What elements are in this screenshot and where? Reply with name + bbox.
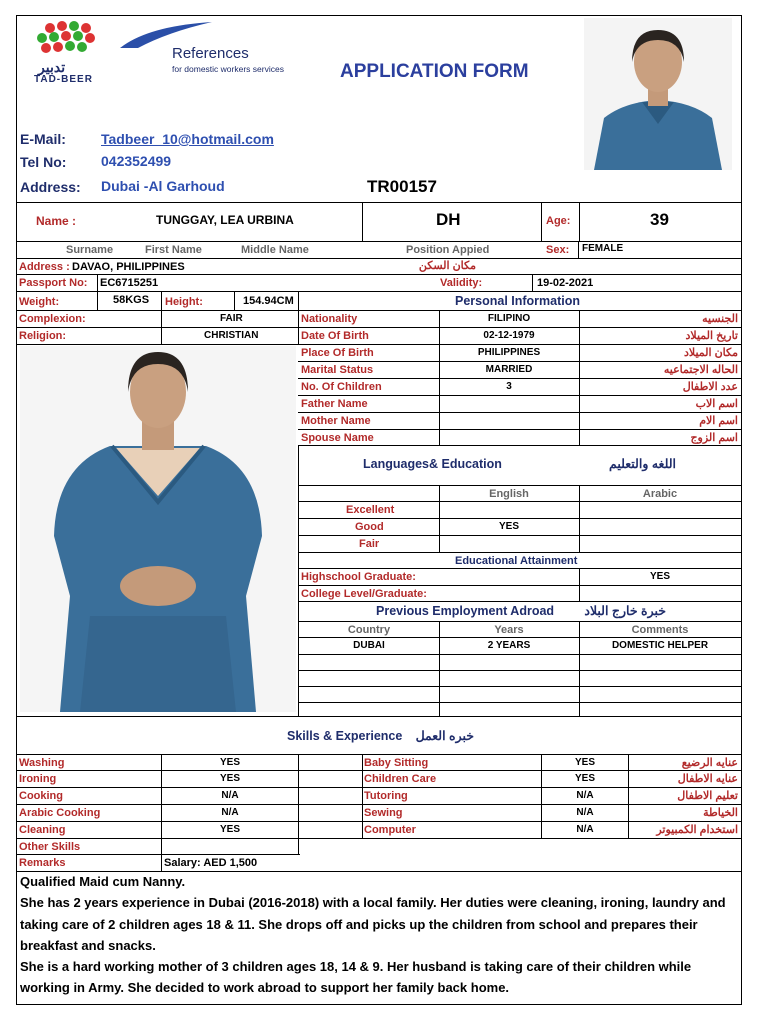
skill-computer-arabic: استخدام الكمبيوتر [656,824,738,836]
brand-title: References [172,45,249,62]
height-value: 154.94CM [243,295,294,307]
father-arabic: اسم الاب [695,398,738,410]
pob-label: Place Of Birth [301,347,374,359]
remarks-line-2: She has 2 years experience in Dubai (2016-2018) with a local family. Her duties were cleaning, ironing, laundry and taking care of 2 children ages 18 & 11. She drops off and picks up the children from school and prepares their breakfast and snacks. [20,895,726,953]
skill-washing-value: YES [219,757,240,768]
firstname-label: First Name [145,244,202,256]
other-skills-label: Other Skills [19,841,81,853]
skill-ironing-value: YES [219,773,240,784]
tel-value: 042352499 [101,153,172,169]
tel-label: Tel No: [20,154,67,170]
residence-arabic: مكان السكن [418,260,476,272]
email-link[interactable]: Tadbeer_10@hotmail.com [101,131,274,147]
religion-value: CHRISTIAN [204,330,259,341]
position-label: Position Appied [406,244,490,256]
skill-cooking-label: Cooking [19,790,63,802]
college-label: College Level/Graduate: [301,588,427,600]
skills-title: Skills & Experience [287,729,403,743]
remarks-label: Remarks [19,857,66,869]
sex-value: FEMALE [582,243,624,254]
logo-arabic: تدبير [38,59,66,75]
skill-babysitting-value: YES [574,757,595,768]
pob-arabic: مكان الميلاد [683,347,738,359]
age-label: Age: [546,215,571,227]
skill-childcare-arabic: عنايه الاطفال [677,773,738,785]
skill-sewing-arabic: الخياطة [703,807,738,819]
children-value: 3 [506,381,512,392]
skill-computer-label: Computer [364,824,416,836]
skill-sewing-label: Sewing [364,807,403,819]
col-country: Country [347,624,391,636]
lang-excellent-label: Excellent [346,504,395,516]
skills-title-arabic: خبره العمل [415,729,474,743]
skill-ironing-label: Ironing [19,773,57,785]
passport-value: EC6715251 [100,277,159,289]
remarks-line-1: Qualified Maid cum Nanny. [20,874,186,889]
skill-cooking-value: N/A [221,790,239,801]
complexion-label: Complexion: [19,313,86,325]
validity-label: Validity: [440,277,483,289]
position-code: DH [436,210,461,229]
skill-arabic-cooking-value: N/A [221,807,239,818]
spouse-label: Spouse Name [301,432,374,444]
passport-label: Passport No: [19,277,88,289]
nationality-arabic: الجنسيه [702,313,738,325]
skill-tutoring-value: N/A [576,790,594,801]
form-title: APPLICATION FORM [340,61,529,82]
father-label: Father Name [301,398,368,410]
skill-sewing-value: N/A [576,807,594,818]
personal-info-title: Personal Information [455,294,581,308]
lang-good-label: Good [355,521,384,533]
skill-cleaning-label: Cleaning [19,824,66,836]
dob-arabic: تاريخ الميلاد [685,330,738,342]
address-value: Dubai -Al Garhoud [101,178,225,194]
nationality-label: Nationality [301,313,358,325]
children-label: No. Of Children [301,381,382,393]
spouse-arabic: اسم الزوج [690,432,738,444]
lang-good-english: YES [498,521,519,532]
surname-label: Surname [66,244,114,256]
employment-title: Previous Employment Adroad [376,604,555,618]
marital-arabic: الحاله الاجتماعيه [663,364,738,376]
marital-label: Marital Status [301,364,374,376]
dob-value: 02-12-1979 [483,330,535,341]
skill-babysitting-arabic: عنايه الرضيع [681,757,738,769]
skill-tutoring-arabic: تعليم الاطفال [677,790,738,802]
skill-cleaning-value: YES [219,824,240,835]
skill-arabic-cooking-label: Arabic Cooking [19,807,101,819]
employment-comments: DOMESTIC HELPER [611,640,709,651]
brand-subtitle: for domestic workers services [172,64,284,74]
address-label: Address: [20,179,81,195]
highschool-label: Highschool Graduate: [301,571,416,583]
col-arabic: Arabic [642,488,678,500]
skill-computer-value: N/A [576,824,594,835]
address2-value: DAVAO, PHILIPPINES [72,261,185,273]
validity-value: 19-02-2021 [537,277,594,289]
name-label: Name : [36,214,77,228]
skill-babysitting-label: Baby Sitting [364,757,429,769]
employment-title-arabic: خبرة خارج البلاد [584,604,666,618]
height-label: Height: [165,296,203,308]
employment-years: 2 YEARS [487,640,531,651]
reference-number: TR00157 [367,177,437,196]
religion-label: Religion: [19,330,67,342]
children-arabic: عدد الاطفال [682,381,738,393]
languages-title: Languages& Education [363,457,502,471]
applicant-photo-small [584,18,732,170]
languages-title-arabic: اللغه والتعليم [609,457,676,471]
dob-label: Date Of Birth [301,330,369,342]
email-label: E-Mail: [20,131,66,147]
applicant-photo-full [20,346,296,712]
age-value: 39 [650,210,669,229]
skill-childcare-value: YES [574,773,595,784]
skill-washing-label: Washing [19,757,65,769]
weight-label: Weight: [19,296,60,308]
col-comments: Comments [631,624,689,636]
pob-value: PHILIPPINES [477,347,541,358]
complexion-value: FAIR [220,313,243,324]
mother-label: Mother Name [301,415,371,427]
applicant-name: TUNGGAY, LEA URBINA [156,213,294,227]
col-years: Years [494,624,524,636]
highschool-value: YES [649,571,670,582]
lang-fair-label: Fair [359,538,380,550]
col-english: English [489,488,529,500]
skill-tutoring-label: Tutoring [364,790,408,802]
skill-childcare-label: Children Care [364,773,437,785]
sex-label: Sex: [546,244,570,256]
mother-arabic: اسم الام [699,415,738,427]
education-title: Educational Attainment [455,555,578,567]
nationality-value: FILIPINO [487,313,531,324]
logo-text: TAD-BEER [34,74,93,85]
remarks-line-3: She is a hard working mother of 3 children ages 18, 14 & 9. Her husband is taking care of their children while working in Army. She decided to work abroad to support her family back home. [20,959,692,996]
middlename-label: Middle Name [241,244,309,256]
marital-value: MARRIED [485,364,533,375]
remarks-text [20,871,738,999]
weight-value: 58KGS [113,294,150,306]
employment-country: DUBAI [353,640,385,651]
address2-label: Address : [19,261,70,273]
salary: Salary: AED 1,500 [164,857,258,869]
